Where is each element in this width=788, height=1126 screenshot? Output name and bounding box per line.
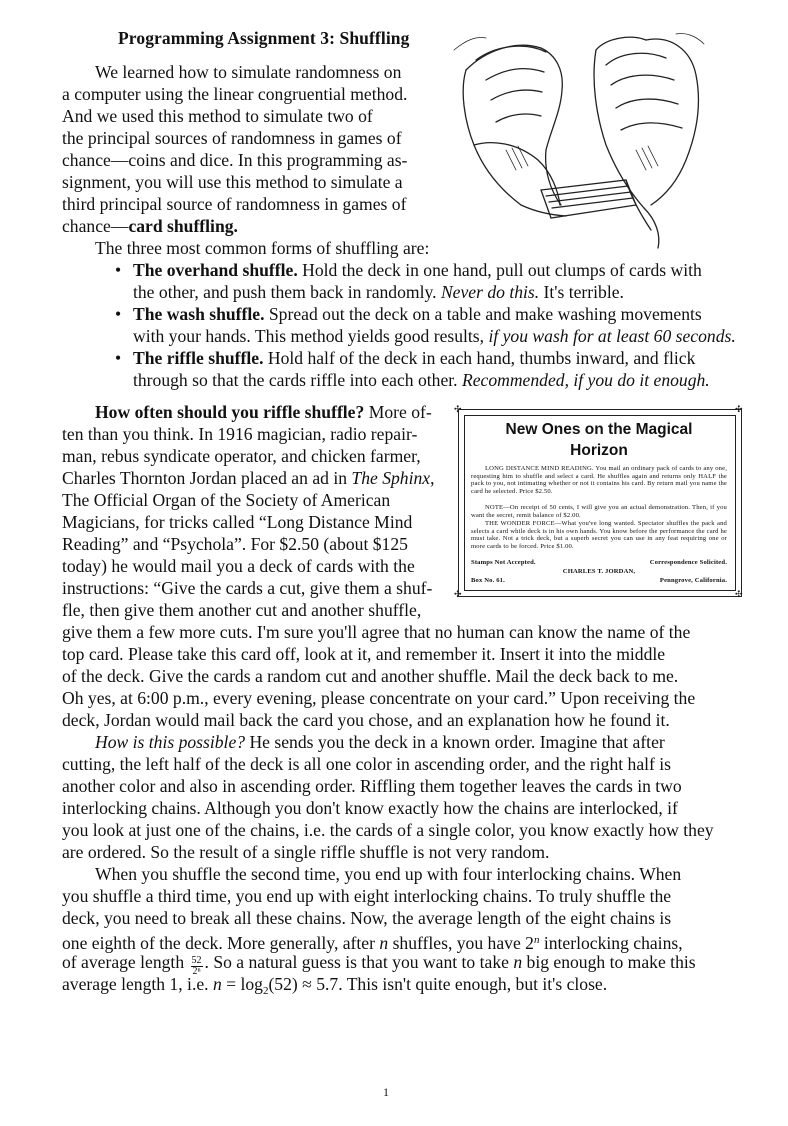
section2-line: fle, then give them another cut and another shuffle, [62, 600, 422, 620]
section4-line: you shuffle a third time, you end up with eight interlocking chains. To truly shuffle the [62, 886, 672, 906]
section3-line: are ordered. So the result of a single riffle shuffle is not very random. [62, 842, 550, 862]
ad-footer-row [471, 559, 727, 567]
bullet-italic: if you wash for at least 60 seconds. [488, 326, 736, 346]
bullet-title: The wash shuffle. [133, 304, 265, 324]
section3-line: you look at just one of the chains, i.e. the cards of a single color, you know exactly how they [62, 820, 714, 840]
intro-last-text: chance— [62, 216, 129, 236]
bullet-text: with your hands. This method yields good results, [133, 326, 489, 346]
intro-line: third principal source of randomness in games of [62, 194, 407, 214]
section2-question: How often should you riffle shuffle? [95, 402, 365, 422]
section4-text: one eighth of the deck. More generally, after [62, 933, 380, 953]
section2-line: Magicians, for tricks called “Long Distance Mind [62, 512, 413, 532]
section2-line: ten than you think. In 1916 magician, radio repair- [62, 424, 418, 444]
intro-emphasis: card shuffling. [128, 216, 238, 236]
section2-line: top card. Please take this card off, look at it, and remember it. Insert it into the middle [62, 644, 666, 664]
section4-text: interlocking chains, [539, 933, 683, 953]
section2-line [62, 467, 435, 489]
fraction-denominator: 2ⁿ [192, 966, 201, 977]
section2-line: Oh yes, at 6:00 p.m., every evening, please concentrate on your card.” Upon receiving the [62, 688, 696, 708]
ad-headline: New Ones on the Magical [505, 421, 693, 438]
ad-paragraph: LONG DISTANCE MIND READING. You mail an ordinary pack of cards to any one, requesting him to shuffle and select a card. He shuffles again and returns only HALF the pack to you, not intimating whether or not it contains his card. By return mail you name the card he selected. Price $2.50. [471, 465, 727, 496]
intro-line: chance—coins and dice. In this programming as- [62, 150, 408, 170]
math-variable: n [212, 974, 222, 994]
math-variable: n [513, 952, 523, 972]
bullet-text: through so that the cards riffle into each other. [133, 370, 462, 390]
section4-text: (52) ≈ 5.7. This isn't quite enough, but it's close. [268, 974, 608, 994]
intro-line [62, 215, 238, 237]
math-variable: n [379, 933, 389, 953]
section2-text: , [430, 468, 435, 488]
section3-line: cutting, the left half of the deck is all one color in ascending order, and the right half is [62, 754, 672, 774]
bullet-title: The overhand shuffle. [133, 260, 298, 280]
ad-place: Penngrove, California. [659, 577, 727, 584]
section2-line: Reading” and “Psychola”. For $2.50 (about $125 [62, 534, 408, 554]
section4-text: = log [221, 974, 263, 994]
bullet-text: Hold half of the deck in each hand, thumbs inward, and flick [263, 348, 696, 368]
ad-corner-ornament: ✣ [735, 589, 743, 599]
bullet-text: It's terrible. [539, 282, 624, 302]
bullet-text: the other, and push them back in randomly. [133, 282, 441, 302]
shuffling-hands-illustration [446, 30, 712, 252]
intro-line: signment, you will use this method to simulate a [62, 172, 403, 192]
math-variable: n [533, 934, 540, 946]
page-title: Programming Assignment 3: Shuffling [118, 28, 410, 48]
ad-corner-ornament: ✣ [454, 589, 462, 599]
ad-paragraph: NOTE—On receipt of 50 cents, I will give you an actual demonstration. Then, if you want the secret, remit balance of $2.00. [471, 504, 727, 519]
section2-text: Charles Thornton Jordan placed an ad in [62, 468, 352, 488]
section3-line: another color and also in ascending order. Riffling them together leaves the cards in two [62, 776, 682, 796]
bullet-marker: • [115, 348, 122, 368]
bullet-italic: Never do this. [440, 282, 540, 302]
section4-text: . So a natural guess is that you want to take [204, 952, 514, 972]
bullet-italic: Recommended, if you do it enough. [461, 370, 710, 390]
ad-box-number: Box No. 61. [471, 577, 505, 584]
section2-line: of the deck. Give the cards a random cut and another shuffle. Mail the deck back to me. [62, 666, 679, 686]
section3-line: interlocking chains. Although you don't know exactly how the chains are interlocked, if [62, 798, 678, 818]
section4-line [62, 973, 607, 1002]
section3-text: He sends you the deck in a known order. Imagine that after [245, 732, 665, 752]
bullet-text: Spread out the deck on a table and make washing movements [264, 304, 702, 324]
bullet-title: The riffle shuffle. [133, 348, 264, 368]
forms-intro: The three most common forms of shuffling are: [95, 238, 430, 258]
section2-line: deck, Jordan would mail back the card you chose, and an explanation how he found it. [62, 710, 670, 730]
ad-address-row [471, 577, 727, 585]
bullet-marker: • [115, 260, 122, 280]
ad-paragraph: THE WONDER FORCE—What you've long wanted. Spectator shuffles the pack and selects a card while deck is in his own hands. You know before the performance the card he must take. Not a trick deck, but a superb secret you can use in any feat requiring one or more cards to be forced. Price $1.00. [471, 520, 727, 551]
section2-text: More of- [364, 402, 432, 422]
section2-line: give them a few more cuts. I'm sure you'll agree that no human can know the name of the [62, 622, 691, 642]
section3-line [62, 731, 665, 753]
section4-text: shuffles, you have 2 [388, 933, 534, 953]
fraction-numerator: 52 [191, 955, 202, 966]
newspaper-ad [454, 405, 744, 599]
math-subscript: 2 [262, 985, 269, 997]
section2-line: The Official Organ of the Society of American [62, 490, 391, 510]
intro-line: We learned how to simulate randomness on [95, 62, 402, 82]
section2-line [62, 401, 432, 423]
section4-line: When you shuffle the second time, you end up with four interlocking chains. When [95, 864, 682, 884]
intro-line: the principal sources of randomness in games of [62, 128, 402, 148]
section4-text: big enough to make this [522, 952, 696, 972]
bullet-text: Hold the deck in one hand, pull out clumps of cards with [297, 260, 702, 280]
section2-line: today) he would mail you a deck of cards with the [62, 556, 415, 576]
ad-corner-ornament: ✣ [735, 404, 743, 414]
section4-line: deck, you need to break all these chains. Now, the average length of the eight chains is [62, 908, 672, 928]
ad-advertiser-name: CHARLES T. JORDAN, [562, 568, 636, 575]
bullet-marker: • [115, 304, 122, 324]
section4-text: average length 1, i.e. [62, 974, 213, 994]
section2-line: instructions: “Give the cards a cut, give them a shuf- [62, 578, 433, 598]
ad-stamps-note: Stamps Not Accepted. [471, 559, 536, 566]
sphinx-title: The Sphinx [351, 468, 431, 488]
page-number: 1 [383, 1085, 389, 1099]
section2-line: man, rebus syndicate operator, and chicken farmer, [62, 446, 421, 466]
intro-line: And we used this method to simulate two of [62, 106, 373, 126]
intro-line: a computer using the linear congruential method. [62, 84, 408, 104]
ad-headline: Horizon [570, 442, 628, 459]
ad-corner-ornament: ✣ [454, 404, 462, 414]
section3-question: How is this possible? [95, 732, 246, 752]
ad-correspondence-note: Correspondence Solicited. [649, 559, 727, 566]
section4-text: of average length [62, 952, 189, 972]
